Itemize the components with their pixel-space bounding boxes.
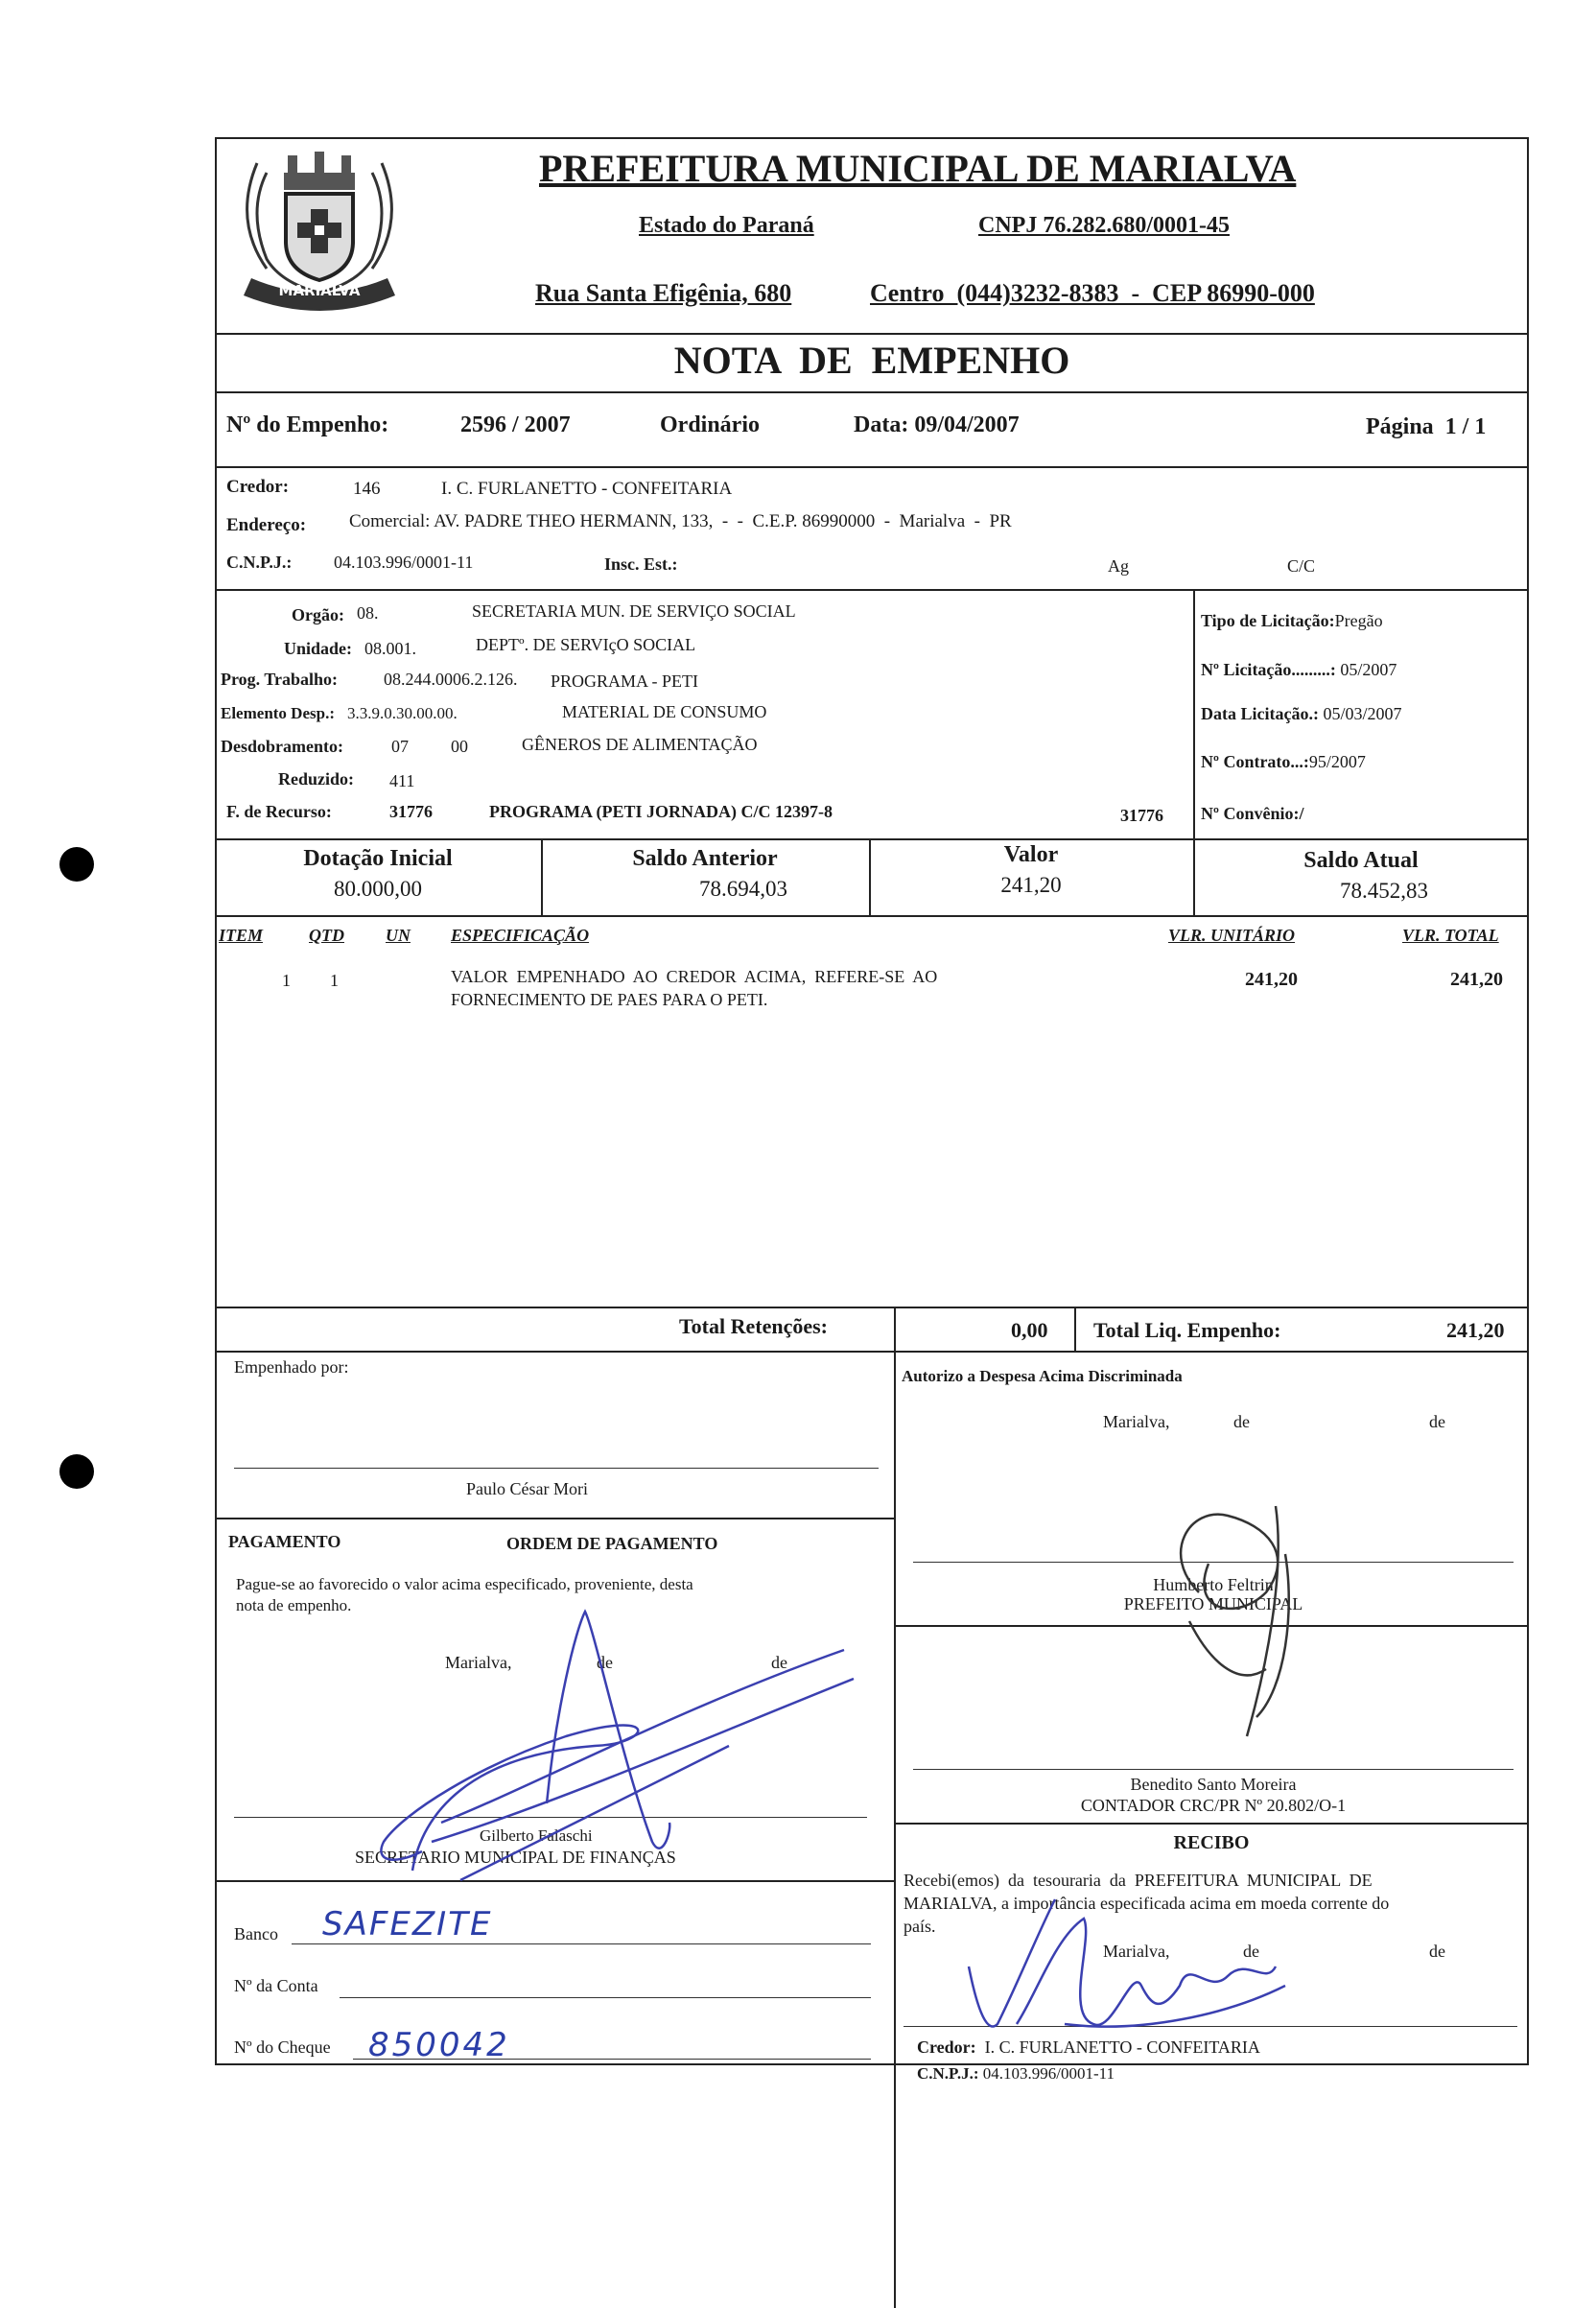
municipal-crest-icon	[228, 134, 411, 326]
recurso-name: PROGRAMA (PETI JORNADA) C/C 12397-8	[489, 802, 833, 821]
crest-banner-text: MARIALVA	[278, 282, 361, 299]
licitacao-type-value: Pregão	[1334, 611, 1383, 630]
credor-address: Comercial: AV. PADRE THEO HERMANN, 133, - - C.E.P. 86990000 - Marialva - PR	[349, 511, 1012, 531]
contrato-label: Nº Contrato...:	[1201, 752, 1309, 771]
autorizo-de1: de	[1233, 1412, 1250, 1431]
prefeito-name: Humberto Feltrin	[1153, 1575, 1274, 1594]
col-header-vlr-unitario: VLR. UNITÁRIO	[1168, 926, 1296, 945]
recibo-marialva: Marialva,	[1103, 1942, 1170, 1961]
retencoes-value: 0,00	[1011, 1318, 1048, 1342]
reduzido-label: Reduzido:	[278, 769, 355, 789]
elemento-code: 3.3.9.0.30.00.00.	[347, 704, 458, 722]
signature-line	[234, 1468, 879, 1469]
cnpj-label: C.N.P.J.:	[226, 553, 293, 572]
col-header-un: UN	[386, 926, 411, 945]
account-label: C/C	[1287, 556, 1316, 576]
licitacao-number-value: 05/2007	[1340, 660, 1397, 679]
punch-hole-bottom	[59, 1454, 94, 1489]
page-number: Página 1 / 1	[1366, 414, 1487, 439]
retencoes-label: Total Retenções:	[679, 1314, 828, 1338]
autorizo-de2: de	[1429, 1412, 1445, 1431]
autorizo-marialva: Marialva,	[1103, 1412, 1170, 1431]
divider	[215, 466, 1529, 468]
contrato	[1201, 752, 1366, 772]
dotacao-label: Dotação Inicial	[303, 846, 453, 871]
header-cnpj: CNPJ 76.282.680/0001-45	[978, 213, 1230, 238]
banco-label: Banco	[234, 1924, 278, 1943]
recurso-code: 31776	[389, 802, 433, 821]
liquido-label: Total Liq. Empenho:	[1093, 1318, 1281, 1342]
autorizo-label: Autorizo a Despesa Acima Discriminada	[902, 1367, 1183, 1385]
item-qtd: 1	[330, 971, 339, 990]
recibo-credor-name: I. C. FURLANETTO - CONFEITARIA	[984, 2037, 1260, 2057]
saldo-anterior-label: Saldo Anterior	[632, 846, 778, 871]
recibo-text-line2: MARIALVA, a importância especificada acima em moeda corrente do	[904, 1894, 1390, 1913]
divider	[215, 333, 1529, 335]
saldo-atual-label: Saldo Atual	[1303, 848, 1419, 873]
credor-code: 146	[353, 479, 381, 499]
orgao-label: Orgão:	[292, 605, 344, 624]
divider	[215, 915, 1529, 917]
divider	[215, 838, 1529, 840]
divider	[894, 1307, 896, 2308]
desdobramento-name: GÊNEROS DE ALIMENTAÇÃO	[522, 735, 758, 754]
empenho-number: 2596 / 2007	[460, 412, 571, 437]
licitacao-type-label: Tipo de Licitação:	[1201, 611, 1335, 630]
credor-name: I. C. FURLANETTO - CONFEITARIA	[441, 479, 733, 499]
document-title: NOTA DE EMPENHO	[673, 339, 1070, 382]
ordem-de2: de	[771, 1653, 787, 1672]
empenhado-name: Paulo César Mori	[466, 1479, 588, 1498]
item-number: 1	[282, 971, 291, 990]
divider	[215, 391, 1529, 393]
divider	[1074, 1307, 1076, 1351]
municipality-title: PREFEITURA MUNICIPAL DE MARIALVA	[539, 147, 1297, 190]
liquido-value: 241,20	[1446, 1318, 1505, 1342]
cheque-label: Nº do Cheque	[234, 2037, 331, 2057]
recibo-cnpj	[917, 2064, 1115, 2084]
credor-cnpj: 04.103.996/0001-11	[334, 553, 474, 572]
item-spec-line2: FORNECIMENTO DE PAES PARA O PETI.	[451, 990, 768, 1009]
col-header-qtd: QTD	[309, 926, 344, 945]
divider	[894, 1823, 1529, 1825]
recurso-code-right: 31776	[1120, 806, 1163, 825]
insc-est-label: Insc. Est.:	[604, 554, 678, 574]
desdobramento-label: Desdobramento:	[221, 737, 343, 756]
ordem-de1: de	[597, 1653, 613, 1672]
empenho-label: Nº do Empenho:	[226, 412, 389, 437]
empenho-type: Ordinário	[660, 412, 761, 437]
banco-handwritten: SAFEZITE	[322, 1905, 493, 1943]
col-header-vlr-total: VLR. TOTAL	[1402, 926, 1499, 945]
reduzido-value: 411	[389, 771, 415, 790]
divider	[1193, 589, 1195, 838]
address-label: Endereço:	[226, 515, 307, 535]
desdobramento-code2: 00	[451, 737, 468, 756]
recibo-de1: de	[1243, 1942, 1259, 1961]
valor-value: 241,20	[1000, 873, 1062, 897]
header-address: Centro (044)3232-8383 - CEP 86990-000	[870, 279, 1315, 307]
convenio-label: Nº Convênio:/	[1201, 804, 1304, 823]
desdobramento-code1: 07	[391, 737, 409, 756]
prog-name: PROGRAMA - PETI	[551, 671, 699, 691]
contador-name: Benedito Santo Moreira	[1130, 1775, 1297, 1794]
dotacao-value: 80.000,00	[334, 877, 422, 901]
empenhado-label: Empenhado por:	[234, 1357, 349, 1377]
elemento-label: Elemento Desp.:	[221, 704, 335, 722]
valor-label: Valor	[1003, 842, 1059, 867]
punch-hole-top	[59, 847, 94, 882]
licitacao-type	[1201, 611, 1383, 631]
ordem-text-line1: Pague-se ao favorecido o valor acima especificado, proveniente, desta	[236, 1575, 693, 1593]
item-spec-line1: VALOR EMPENHADO AO CREDOR ACIMA, REFERE-SE AO	[451, 967, 938, 986]
header-street: Rua Santa Efigênia, 680	[535, 279, 792, 307]
col-header-item: ITEM	[219, 926, 264, 945]
secretario-title: SECRETARIO MUNICIPAL DE FINANÇAS	[355, 1848, 676, 1867]
cheque-handwritten: 850042	[368, 2026, 510, 2064]
recurso-label: F. de Recurso:	[226, 802, 332, 821]
recibo-cnpj-label: C.N.P.J.:	[917, 2064, 979, 2083]
recibo-title: RECIBO	[1173, 1832, 1250, 1853]
item-unit-value: 241,20	[1245, 969, 1298, 990]
orgao-name: SECRETARIA MUN. DE SERVIÇO SOCIAL	[472, 601, 796, 621]
recibo-signature	[950, 1880, 1295, 2043]
agency-label: Ag	[1108, 556, 1129, 576]
state-name: Estado do Paraná	[639, 213, 814, 238]
credor-label: Credor:	[226, 477, 290, 497]
col-header-especificacao: ESPECIFICAÇÃO	[451, 926, 590, 945]
prefeito-title: PREFEITO MUNICIPAL	[1123, 1594, 1303, 1613]
contrato-value: 95/2007	[1308, 752, 1366, 771]
ordem-pagamento-label: ORDEM DE PAGAMENTO	[506, 1534, 718, 1553]
divider	[215, 1518, 894, 1519]
licitacao-number-label: Nº Licitação.........:	[1201, 660, 1336, 679]
prefeito-signature	[1151, 1496, 1314, 1746]
licitacao-date-label: Data Licitação.:	[1201, 704, 1319, 723]
divider	[215, 589, 1529, 591]
licitacao-date	[1201, 704, 1401, 724]
prog-code: 08.244.0006.2.126.	[384, 670, 518, 689]
elemento-name: MATERIAL DE CONSUMO	[562, 702, 767, 721]
licitacao-number	[1201, 660, 1396, 680]
item-total-value: 241,20	[1450, 969, 1503, 990]
recibo-text-line1: Recebi(emos) da tesouraria da PREFEITURA MUNICIPAL DE	[904, 1871, 1373, 1890]
divider	[215, 1307, 1529, 1308]
recibo-de2: de	[1429, 1942, 1445, 1961]
saldo-atual-value: 78.452,83	[1340, 879, 1428, 903]
recibo-credor-label: Credor:	[917, 2037, 976, 2057]
conta-line	[340, 1997, 871, 1998]
recibo-cnpj-value: 04.103.996/0001-11	[982, 2064, 1115, 2083]
ordem-marialva: Marialva,	[445, 1653, 512, 1672]
signature-line	[913, 1769, 1514, 1770]
prog-label: Prog. Trabalho:	[221, 670, 339, 689]
pagamento-label: PAGAMENTO	[228, 1532, 341, 1551]
divider	[215, 1351, 1529, 1353]
unidade-label: Unidade:	[284, 639, 353, 658]
conta-label: Nº da Conta	[234, 1976, 318, 1995]
secretario-signature	[364, 1592, 863, 1899]
unidade-name: DEPTº. DE SERVIçO SOCIAL	[476, 635, 696, 654]
banco-line	[292, 1943, 871, 1944]
orgao-code: 08.	[357, 603, 379, 623]
contador-title: CONTADOR CRC/PR Nº 20.802/O-1	[1080, 1796, 1347, 1815]
empenho-date: Data: 09/04/2007	[854, 412, 1020, 437]
recibo-text-line3: país.	[904, 1917, 936, 1936]
saldo-anterior-value: 78.694,03	[699, 877, 787, 901]
secretario-name: Gilberto Falaschi	[480, 1826, 593, 1845]
unidade-code: 08.001.	[364, 639, 416, 658]
licitacao-date-value: 05/03/2007	[1323, 704, 1402, 723]
ordem-text-line2: nota de empenho.	[236, 1596, 352, 1614]
